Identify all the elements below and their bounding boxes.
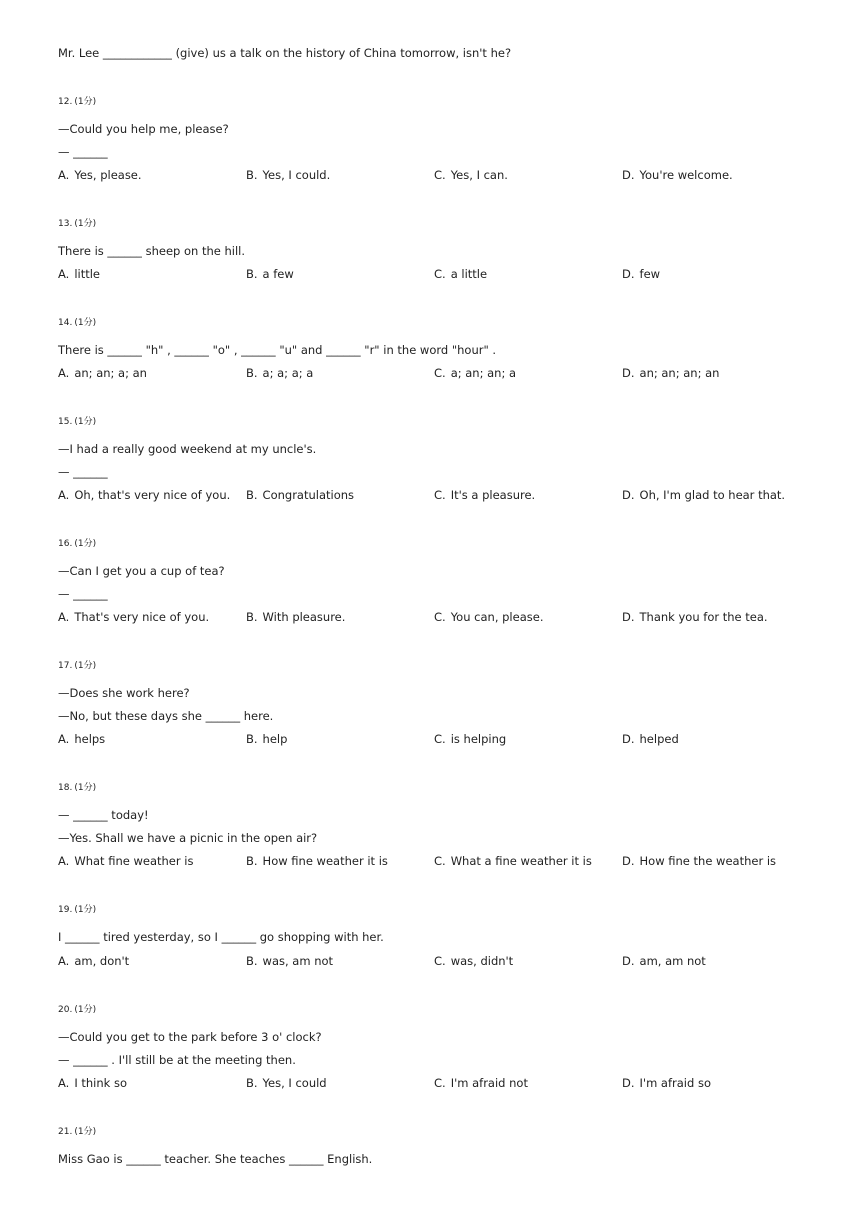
option-c[interactable]: C. a little: [434, 267, 488, 281]
option-d[interactable]: D. an; an; an; an: [622, 366, 720, 380]
question-17-line-2: —No, but these days she ______ here.: [58, 709, 274, 723]
option-b[interactable]: B. a; a; a; a: [246, 366, 314, 380]
option-d[interactable]: D. helped: [622, 732, 679, 746]
option-c[interactable]: C. was, didn't: [434, 954, 514, 968]
option-a[interactable]: A. Oh, that's very nice of you.: [58, 488, 231, 502]
intro-question-text: Mr. Lee ____________ (give) us a talk on the history of China tomorrow, isn't he?: [58, 46, 512, 60]
option-d[interactable]: D. am, am not: [622, 954, 706, 968]
question-21-line-1: Miss Gao is ______ teacher. She teaches ______ English.: [58, 1152, 373, 1166]
option-c[interactable]: C. It's a pleasure.: [434, 488, 536, 502]
option-d[interactable]: D. few: [622, 267, 661, 281]
option-d[interactable]: D. Thank you for the tea.: [622, 610, 768, 624]
question-18-line-2: —Yes. Shall we have a picnic in the open air?: [58, 831, 318, 845]
question-16-line-1: —Can I get you a cup of tea?: [58, 564, 225, 578]
question-16-header: 16. (1分): [58, 539, 97, 549]
question-17-options: [58, 731, 818, 747]
question-13-line-1: There is ______ sheep on the hill.: [58, 244, 246, 258]
option-b[interactable]: B. Yes, I could: [246, 1076, 327, 1090]
question-18-header: 18. (1分): [58, 783, 97, 793]
question-15-options: [58, 487, 818, 503]
question-21-header: 21. (1分): [58, 1127, 97, 1137]
option-b[interactable]: B. was, am not: [246, 954, 334, 968]
option-c[interactable]: C. Yes, I can.: [434, 168, 508, 182]
option-d[interactable]: D. How fine the weather is: [622, 854, 777, 868]
option-c[interactable]: C. What a fine weather it is: [434, 854, 592, 868]
option-b[interactable]: B. Yes, I could.: [246, 168, 331, 182]
question-20-line-1: —Could you get to the park before 3 o' clock?: [58, 1030, 322, 1044]
question-19-line-1: I ______ tired yesterday, so I ______ go shopping with her.: [58, 930, 384, 944]
option-c[interactable]: C. a; an; an; a: [434, 366, 517, 380]
question-17-header: 17. (1分): [58, 661, 97, 671]
question-12-header: 12. (1分): [58, 97, 97, 107]
question-20-options: [58, 1075, 818, 1091]
question-20-header: 20. (1分): [58, 1005, 97, 1015]
question-12-options: [58, 167, 818, 183]
question-12-line-1: —Could you help me, please?: [58, 122, 229, 136]
question-19-options: [58, 953, 818, 969]
option-a[interactable]: A. What fine weather is: [58, 854, 194, 868]
question-15-line-1: —I had a really good weekend at my uncle's.: [58, 442, 317, 456]
question-15-line-2: — ______: [58, 465, 108, 479]
option-d[interactable]: D. I'm afraid so: [622, 1076, 711, 1090]
question-17-line-1: —Does she work here?: [58, 686, 190, 700]
option-a[interactable]: A. That's very nice of you.: [58, 610, 210, 624]
option-a[interactable]: A. helps: [58, 732, 106, 746]
question-16-options: [58, 609, 818, 625]
question-19-header: 19. (1分): [58, 905, 97, 915]
option-a[interactable]: A. I think so: [58, 1076, 127, 1090]
option-b[interactable]: B. Congratulations: [246, 488, 355, 502]
question-15-header: 15. (1分): [58, 417, 97, 427]
question-20-line-2: — ______ . I'll still be at the meeting then.: [58, 1053, 296, 1067]
question-14-header: 14. (1分): [58, 318, 97, 328]
option-b[interactable]: B. How fine weather it is: [246, 854, 388, 868]
option-a[interactable]: A. Yes, please.: [58, 168, 142, 182]
option-c[interactable]: C. is helping: [434, 732, 507, 746]
question-13-header: 13. (1分): [58, 219, 97, 229]
option-d[interactable]: D. You're welcome.: [622, 168, 733, 182]
question-14-options: [58, 365, 818, 381]
option-b[interactable]: B. help: [246, 732, 288, 746]
option-a[interactable]: A. an; an; a; an: [58, 366, 147, 380]
option-c[interactable]: C. You can, please.: [434, 610, 544, 624]
question-14-line-1: There is ______ "h" , ______ "o" , ______ "u" and ______ "r" in the word "hour" .: [58, 343, 497, 357]
option-c[interactable]: C. I'm afraid not: [434, 1076, 528, 1090]
question-12-line-2: — ______: [58, 145, 108, 159]
question-16-line-2: — ______: [58, 587, 108, 601]
option-a[interactable]: A. am, don't: [58, 954, 130, 968]
option-d[interactable]: D. Oh, I'm glad to hear that.: [622, 488, 786, 502]
option-a[interactable]: A. little: [58, 267, 101, 281]
option-b[interactable]: B. With pleasure.: [246, 610, 346, 624]
question-13-options: [58, 266, 818, 282]
question-18-line-1: — ______ today!: [58, 808, 149, 822]
option-b[interactable]: B. a few: [246, 267, 294, 281]
question-18-options: [58, 853, 818, 869]
